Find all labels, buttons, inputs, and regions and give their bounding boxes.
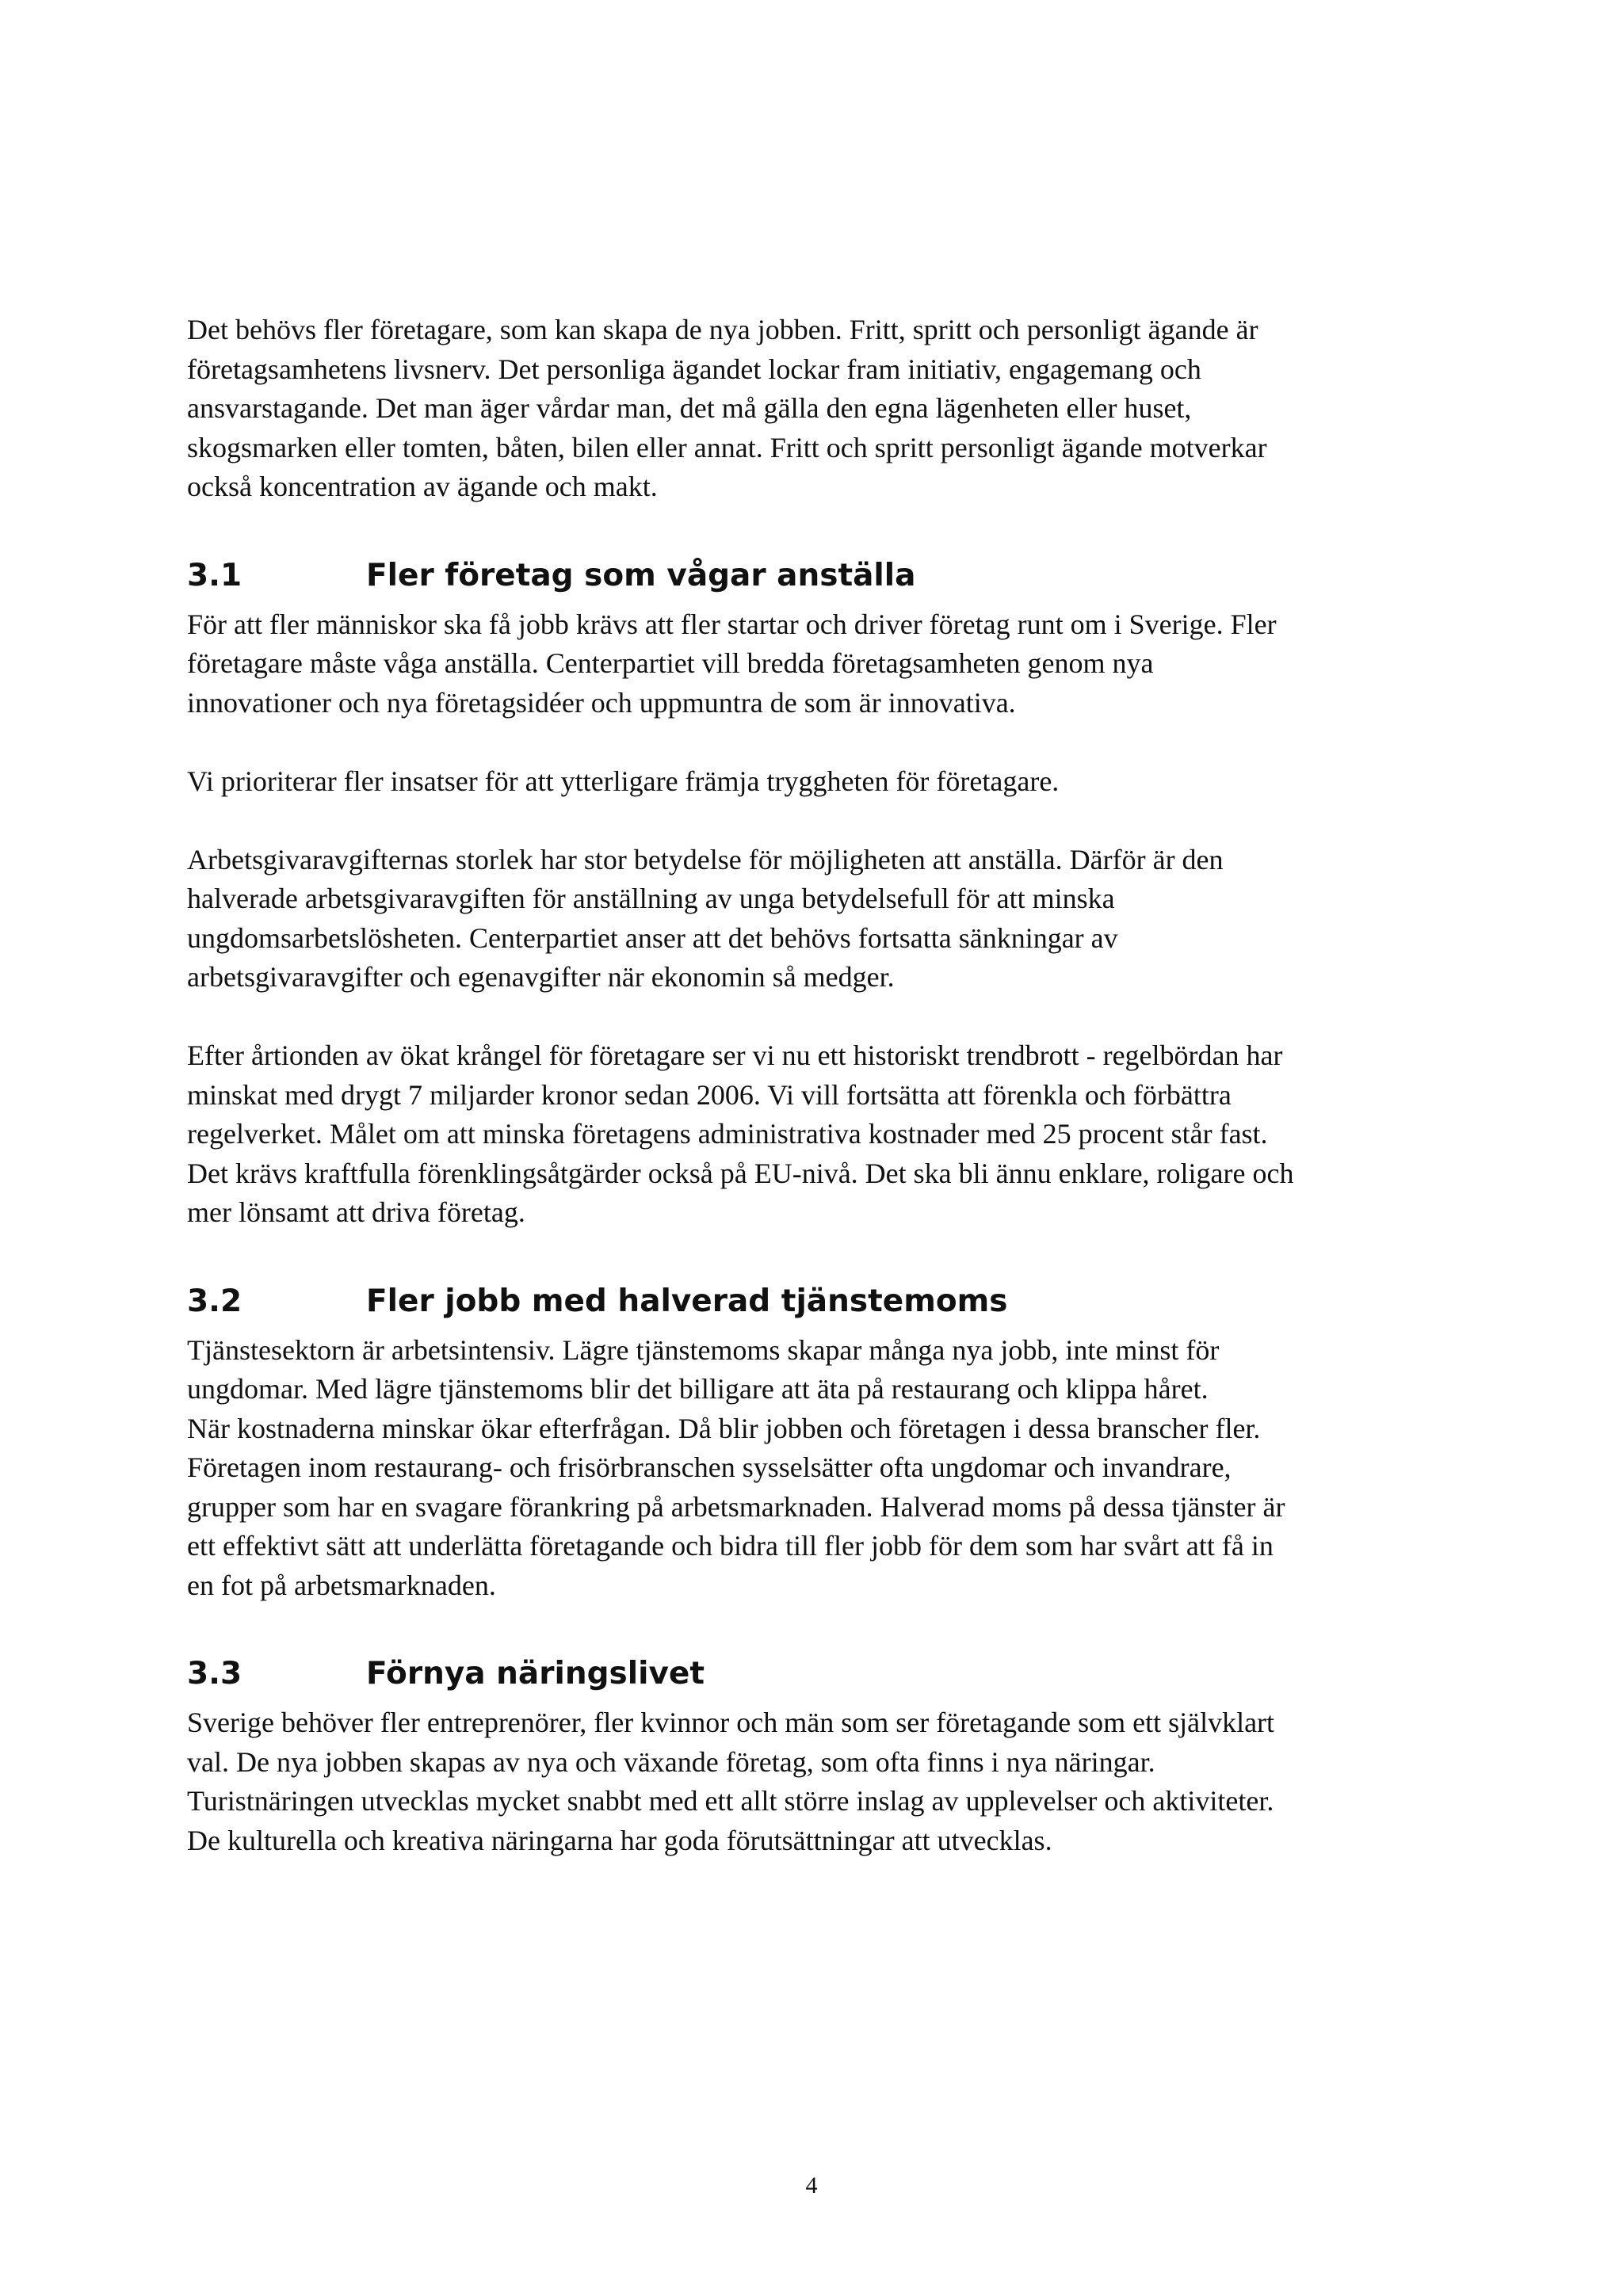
section-heading-3-3 [187, 1653, 1455, 1695]
section-number: 3.2 [187, 1283, 242, 1319]
section-paragraph: För att fler människor ska få jobb krävs att fler startar och driver företag runt om i Sverige. Fler företagare måste våga anställa. Centerpartiet vill bredda företagsamheten genom nya innovationer och nya företagsidéer och uppmuntra de som är innovativa. [187, 608, 1277, 719]
page-content [187, 311, 1455, 1860]
section-paragraph: Vi prioriterar fler insatser för att ytterligare främja tryggheten för företagare. [187, 765, 1060, 797]
section-title: Fler jobb med halverad tjänstemoms [366, 1283, 1008, 1319]
section-paragraph: Efter årtionden av ökat krångel för företagare ser vi nu ett historiskt trendbrott - regelbördan har minskat med drygt 7 miljarder kronor sedan 2006. Vi vill fortsätta att förenkla och förbättra regelverket. Målet om att minska företagens administrativa kostnader med 25 procent står fast. Det krävs kraftfulla förenklingsåtgärder också på EU-nivå. Det ska bli ännu enklare, roligare och mer lönsamt att driva företag. [187, 1039, 1294, 1228]
section-heading-3-1 [187, 555, 1455, 597]
section-title: Förnya näringslivet [366, 1656, 705, 1691]
intro-paragraph: Det behövs fler företagare, som kan skapa de nya jobben. Fritt, spritt och personligt ägande är företagsamhetens livsnerv. Det personliga ägandet lockar fram initiativ, engagemang och ansvarstagande. Det man äger vårdar man, det må gälla den egna lägenheten eller huset, skogsmarken eller tomten, båten, bilen eller annat. Fritt och spritt personligt ägande motverkar också koncentration av ägande och makt. [187, 314, 1267, 502]
page-number: 4 [805, 2172, 818, 2199]
section-paragraph: Arbetsgivaravgifternas storlek har stor betydelse för möjligheten att anställa. Därför är den halverade arbetsgivaravgiften för anställning av unga betydelsefull för att minska ungdomsarbetslösheten. Centerpartiet anser att det behövs fortsatta sänkningar av arbetsgivaravgifter och egenavgifter när ekonomin så medger. [187, 843, 1224, 993]
section-title: Fler företag som vågar anställa [366, 557, 916, 593]
section-paragraph: Tjänstesektorn är arbetsintensiv. Lägre tjänstemoms skapar många nya jobb, inte minst för ungdomar. Med lägre tjänstemoms blir det billigare att äta på restaurang och klippa håret. När kostnaderna minskar ökar efterfrågan. Då blir jobben och företagen i dessa branscher fler. Företagen inom restaurang- och frisörbranschen sysselsätter ofta ungdomar och invandrare, grupper som har en svagare förankring på arbetsmarknaden. Halverad moms på dessa tjänster är ett effektivt sätt att underlätta företagande och bidra till fler jobb för dem som har svårt att få in en fot på arbetsmarknaden. [187, 1333, 1285, 1601]
section-heading-3-2 [187, 1280, 1455, 1323]
section-number: 3.1 [187, 557, 242, 593]
section-number: 3.3 [187, 1656, 242, 1691]
section-paragraph: Sverige behöver fler entreprenörer, fler kvinnor och män som ser företagande som ett självklart val. De nya jobben skapas av nya och växande företag, som ofta finns i nya näringar. Turistnäringen utvecklas mycket snabbt med ett allt större inslag av upplevelser och aktiviteter. De kulturella och kreativa näringarna har goda förutsättningar att utvecklas. [187, 1707, 1275, 1856]
